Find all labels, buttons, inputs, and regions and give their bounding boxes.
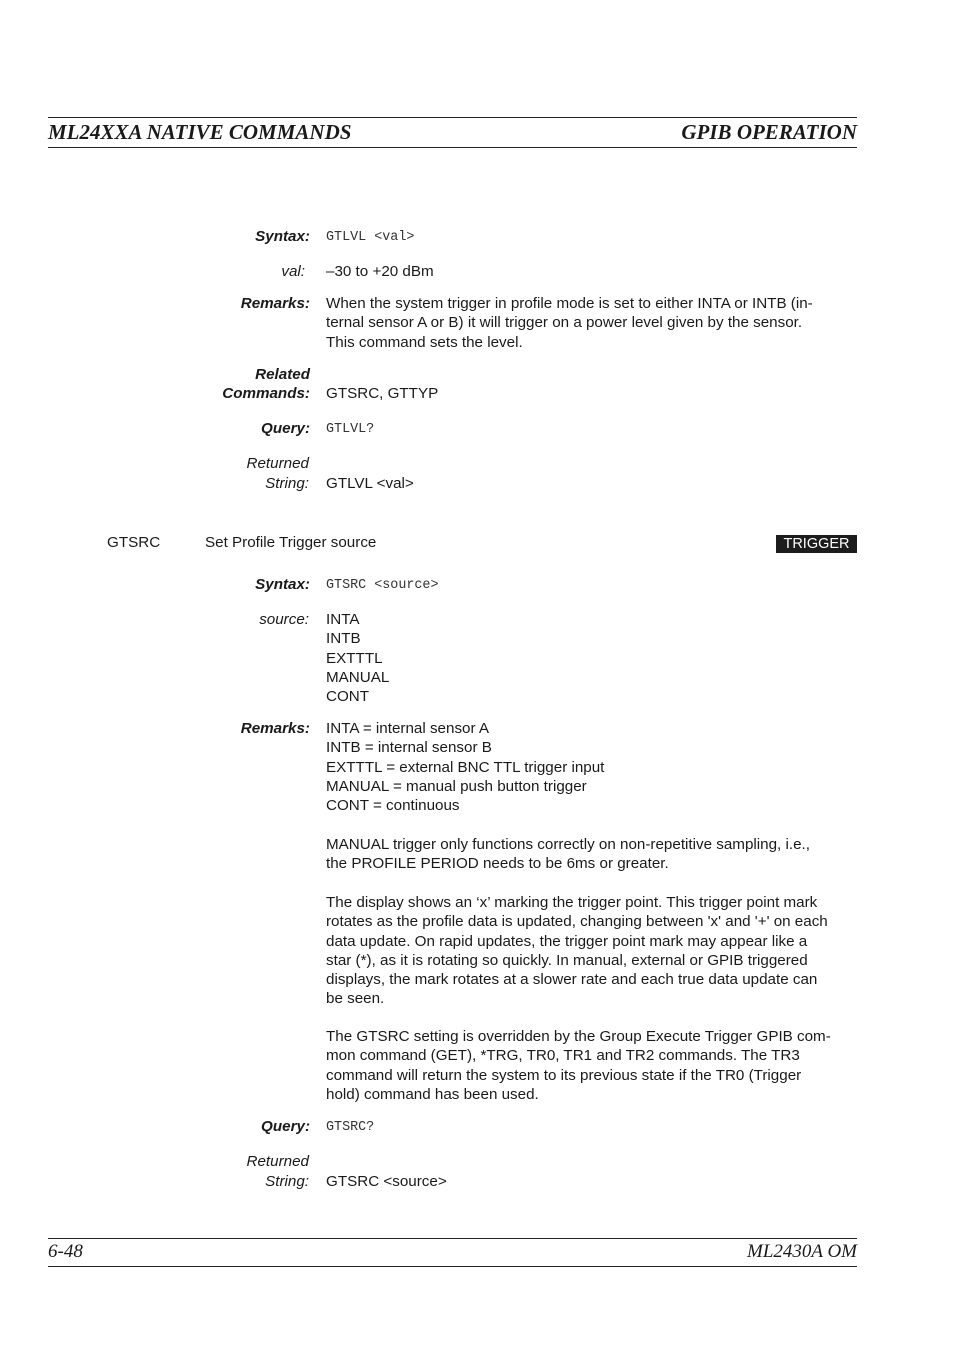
gtlvl-returned-label-1: Returned xyxy=(246,455,309,472)
page-header xyxy=(48,117,857,148)
list-item: CONT = continuous xyxy=(326,797,460,815)
list-item: EXTTTL = external BNC TTL trigger input xyxy=(326,758,605,776)
paragraph-line: mon command (GET), *TRG, TR0, TR1 and TR2 commands. The TR3 xyxy=(326,1047,800,1065)
list-item: INTB xyxy=(326,630,361,648)
gtlvl-returned: GTLVL <val> xyxy=(326,475,414,492)
gtsrc-remarks-list xyxy=(326,719,866,815)
paragraph-line: displays, the mark rotates at a slower rate and each true data update can xyxy=(326,971,818,989)
gtlvl-syntax-label: Syntax: xyxy=(255,228,310,245)
gtsrc-query: GTSRC? xyxy=(326,1120,375,1135)
gtlvl-val: –30 to +20 dBm xyxy=(326,263,434,280)
gtsrc-returned-label-2: String: xyxy=(265,1173,309,1190)
gtsrc-returned: GTSRC <source> xyxy=(326,1173,447,1190)
page-footer xyxy=(48,1238,857,1267)
list-item: MANUAL = manual push button trigger xyxy=(326,777,587,795)
gtsrc-remarks-paragraph-2 xyxy=(326,893,866,1009)
list-item: INTB = internal sensor B xyxy=(326,739,492,757)
list-item: CONT xyxy=(326,688,370,706)
list-item: INTA = internal sensor A xyxy=(326,720,490,737)
paragraph-line: command will return the system to its previous state if the TR0 (Trigger xyxy=(326,1066,802,1084)
gtlvl-related-label-1: Related xyxy=(255,366,310,383)
gtlvl-query: GTLVL? xyxy=(326,422,375,437)
paragraph-line: be seen. xyxy=(326,990,385,1008)
header-chapter-title: GPIB OPERATION xyxy=(681,120,857,144)
gtlvl-remarks-label: Remarks: xyxy=(240,295,310,312)
gtlvl-remarks xyxy=(326,294,866,352)
header-section-title: ML24XXA NATIVE COMMANDS xyxy=(48,120,352,144)
gtsrc-remarks-paragraph-1 xyxy=(326,835,866,874)
gtsrc-syntax-label: Syntax: xyxy=(255,576,310,593)
paragraph-line: The display shows an ‘x’ marking the trigger point. This trigger point mark xyxy=(326,894,818,911)
list-item: MANUAL xyxy=(326,668,390,686)
page-number: 6-48 xyxy=(48,1241,83,1262)
gtlvl-related-label-2: Commands: xyxy=(222,385,310,402)
gtsrc-source-list xyxy=(326,610,866,706)
remarks-line: When the system trigger in profile mode is set to either INTA or INTB (in- xyxy=(326,295,813,312)
gtsrc-remarks-label: Remarks: xyxy=(240,720,310,737)
gtsrc-query-label: Query: xyxy=(261,1118,310,1135)
paragraph-line: the PROFILE PERIOD needs to be 6ms or greater. xyxy=(326,855,669,873)
gtlvl-syntax: GTLVL <val> xyxy=(326,230,415,245)
remarks-line: This command sets the level. xyxy=(326,333,523,351)
manual-name: ML2430A OM xyxy=(747,1241,857,1262)
list-item: EXTTTL xyxy=(326,649,383,667)
gtsrc-command-name: GTSRC xyxy=(107,534,161,551)
trigger-badge: TRIGGER xyxy=(776,535,857,553)
paragraph-line: The GTSRC setting is overridden by the Group Execute Trigger GPIB com- xyxy=(326,1028,831,1045)
paragraph-line: hold) command has been used. xyxy=(326,1085,539,1103)
gtsrc-source-label: source: xyxy=(259,611,309,628)
paragraph-line: data update. On rapid updates, the trigger point mark may appear like a xyxy=(326,932,808,950)
gtsrc-syntax: GTSRC <source> xyxy=(326,578,439,593)
gtlvl-related: GTSRC, GTTYP xyxy=(326,385,439,402)
paragraph-line: star (*), as it is rotating so quickly. In manual, external or GPIB triggered xyxy=(326,951,808,969)
gtsrc-command-description: Set Profile Trigger source xyxy=(205,534,377,551)
list-item: INTA xyxy=(326,611,360,628)
gtsrc-remarks-paragraph-3 xyxy=(326,1027,866,1104)
paragraph-line: rotates as the profile data is updated, changing between 'x' and '+' on each xyxy=(326,913,828,931)
gtlvl-query-label: Query: xyxy=(261,420,310,437)
gtsrc-returned-label-1: Returned xyxy=(246,1153,309,1170)
gtlvl-val-label: val: xyxy=(281,263,305,280)
gtlvl-returned-label-2: String: xyxy=(265,475,309,492)
remarks-line: ternal sensor A or B) it will trigger on a power level given by the sensor. xyxy=(326,314,803,332)
paragraph-line: MANUAL trigger only functions correctly on non-repetitive sampling, i.e., xyxy=(326,836,810,853)
